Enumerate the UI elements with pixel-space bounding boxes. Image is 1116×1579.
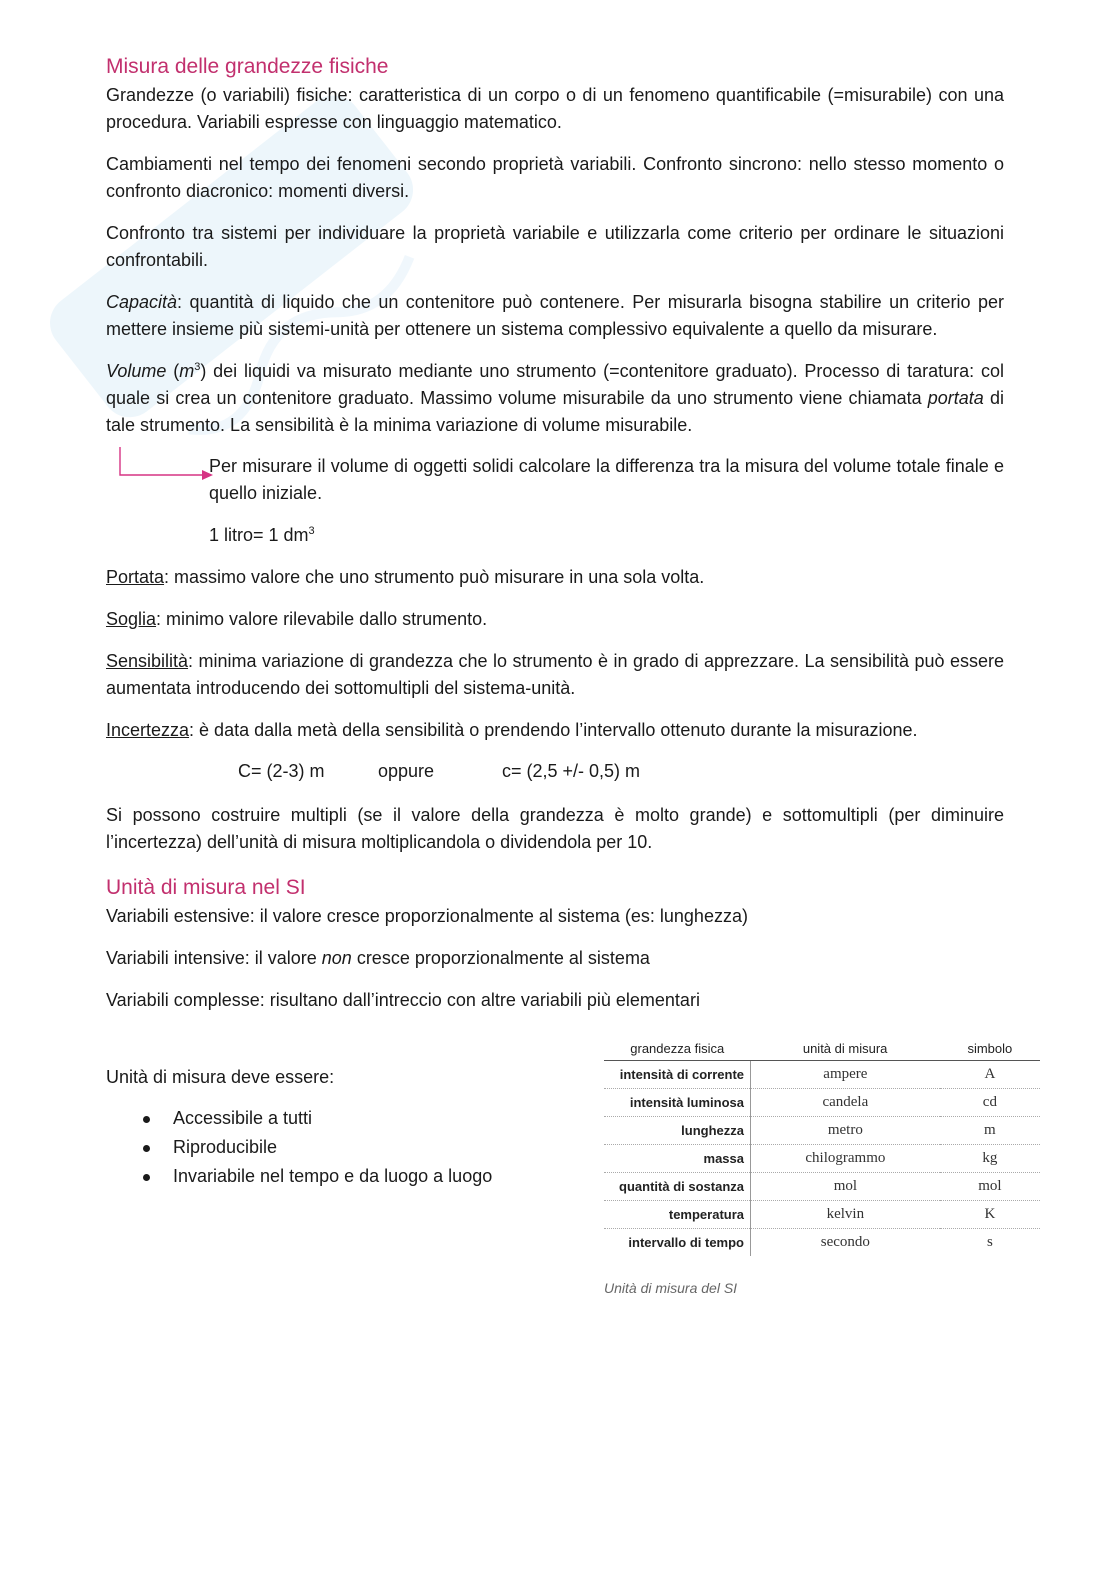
table-row: quantità di sostanza mol mol (604, 1173, 1040, 1201)
table-header-row (604, 1038, 1040, 1061)
paragraph-multipli: Si possono costruire multipli (se il valore della grandezza è molto grande) e sottomultipli (per diminuire l’incertezza) dell’unità di misura moltiplicandola o dividendola per 10. (106, 805, 1004, 852)
definition-portata: Portata: massimo valore che uno strumento può misurare in una sola volta. (106, 567, 705, 587)
requirements-intro: Unità di misura deve essere: (106, 1067, 335, 1087)
page-content (106, 52, 1013, 1304)
section-heading-misura: Misura delle grandezze fisiche (106, 55, 389, 78)
table-caption: Unità di misura del SI (604, 1280, 738, 1296)
table-row: temperatura kelvin K (604, 1201, 1040, 1229)
paragraph-cambiamenti: Cambiamenti nel tempo dei fenomeni secondo proprietà variabili. Confronto sincrono: nello stesso momento o confronto diacronico: momenti diversi. (106, 154, 1004, 201)
list-item: Riproducibile (173, 1133, 546, 1162)
definition-soglia: Soglia: minimo valore rilevabile dallo strumento. (106, 609, 488, 629)
section-heading-si: Unità di misura nel SI (106, 876, 306, 899)
list-item: Accessibile a tutti (173, 1104, 546, 1133)
paragraph-volume: Volume $(m^3)$ dei liquidi va misurato mediante uno strumento (=contenitore graduato). Processo di taratura: col quale si crea un contenitore graduato. Massimo volume misurabile da uno strumento viene chiamata portata di tale strumento. La sensibilità è la minima variazione di volume misurabile. (106, 361, 1004, 435)
header-unita: unità di misura (751, 1038, 940, 1061)
table-row: intensità di corrente ampere A (604, 1061, 1040, 1089)
definition-incertezza: Incertezza: è data dalla metà della sensibilità o prendendo l’intervallo ottenuto durante la misurazione. (106, 720, 918, 740)
term-portata-inline: portata (927, 388, 984, 408)
si-units-table (604, 1038, 1040, 1256)
table-row: lunghezza metro m (604, 1117, 1040, 1145)
paragraph-capacita: Capacità: quantità di liquido che un contenitore può contenere. Per misurarla bisogna stabilire un criterio per mettere insieme più sistemi-unità per ottenere un sistema complessivo equivalente a quello da misurare. (106, 292, 1004, 339)
list-item: Invariabile nel tempo e da luogo a luogo (173, 1162, 546, 1191)
term-volume: Volume (106, 361, 167, 381)
paragraph-confronto: Confronto tra sistemi per individuare la proprietà variabile e utilizzarla come criterio per ordinare le situazioni confrontabili. (106, 223, 1004, 270)
paragraph-grandezze: Grandezze (o variabili) fisiche: caratteristica di un corpo o di un fenomeno quantificabile (=misurabile) con una procedura. Variabili espresse con linguaggio matematico. (106, 85, 1004, 132)
formula-oppure: oppure (378, 761, 435, 781)
requirements-list (106, 1104, 546, 1191)
paragraph-intensive: Variabili intensive: il valore non cresce proporzionalmente al sistema (106, 948, 650, 968)
header-grandezza: grandezza fisica (604, 1038, 751, 1061)
definition-sensibilita: Sensibilità: minima variazione di grandezza che lo strumento è in grado di apprezzare. La sensibilità può essere aumentata introducendo dei sottomultipli del sistema-unità. (106, 651, 1004, 698)
arrow-note-text: Per misurare il volume di oggetti solidi calcolare la differenza tra la misura del volume totale finale e quello iniziale. (209, 456, 1004, 503)
paragraph-complesse: Variabili complesse: risultano dall’intreccio con altre variabili più elementari (106, 990, 700, 1010)
term-capacita: Capacità (106, 292, 178, 312)
bottom-zone (106, 1041, 1013, 1304)
requirements-column (106, 1064, 546, 1191)
table-row: massa chilogrammo kg (604, 1145, 1040, 1173)
table-row: intervallo di tempo secondo s (604, 1229, 1040, 1257)
si-units-figure (604, 1038, 1044, 1298)
paragraph-estensive: Variabili estensive: il valore cresce proporzionalmente al sistema (es: lunghezza) (106, 906, 748, 926)
header-simbolo: simbolo (940, 1038, 1040, 1061)
formula-uncertainty: c= (2,5 +/- 0,5) m (502, 761, 641, 781)
table-row: intensità luminosa candela cd (604, 1089, 1040, 1117)
formula-range: C= (2-3) m (238, 761, 325, 781)
formula-row (106, 758, 1004, 785)
litre-equivalence: 1 litro= 1 $dm^3$ (209, 525, 315, 545)
arrow-note (106, 453, 1004, 549)
arrow-right-icon (116, 445, 216, 481)
